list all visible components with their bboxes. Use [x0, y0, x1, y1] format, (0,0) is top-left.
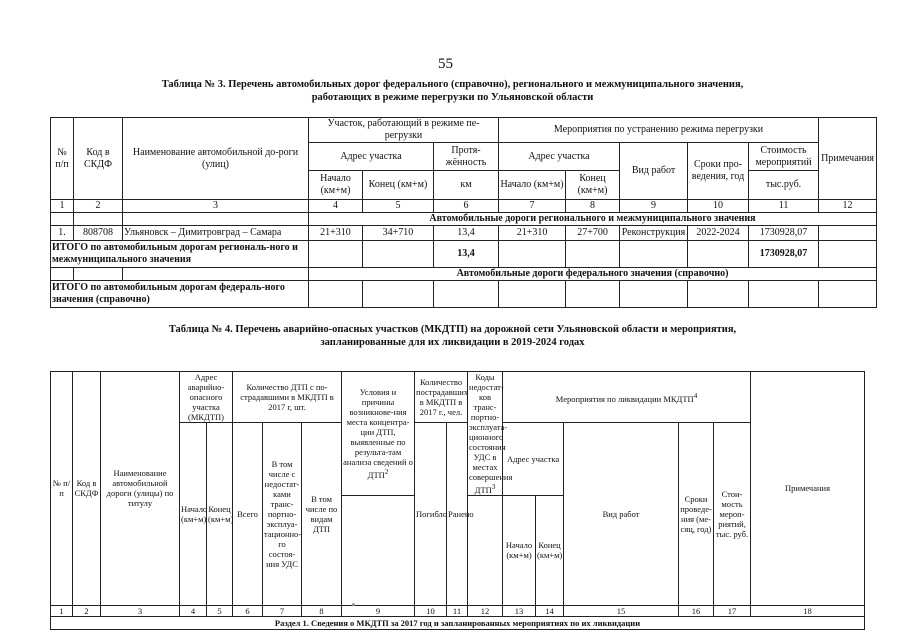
t3-colnum: 7 [499, 200, 566, 213]
t3-header-m-end: Конец (км+м) [566, 171, 620, 200]
table-row [51, 281, 877, 308]
table-row [51, 226, 877, 241]
t4-header-cost: Стои-мость мероп-риятий, тыс. руб. [714, 423, 751, 606]
t4-header-killed: Погибло [415, 423, 447, 606]
t4-colnum: 11 [447, 605, 468, 616]
t4-footnote-2: 2 [384, 468, 389, 476]
t4-header-name: Наименование автомобильной дороги (улицы) по титулу [101, 372, 180, 606]
t4-colnum: 15 [564, 605, 679, 616]
t3-row-notes [819, 226, 877, 241]
t3-row-code: 808708 [74, 226, 123, 241]
t4-header-m-start: Начало (км+м) [503, 495, 536, 605]
table3-overloaded-roads [50, 117, 877, 308]
t3-row-m-end: 27+700 [566, 226, 620, 241]
t4-header-defect-codes: Коды недостат-ков транс-портно-эксплуата-ционного состояния УДС в местах совершения ДТП$^3$ [469, 372, 513, 495]
t3-header-code: Код в СКДФ [74, 118, 123, 200]
t4-colnum: 5 [207, 605, 233, 616]
t4-footnote-4: 4 [693, 391, 698, 400]
t3-column-numbers [51, 200, 877, 213]
t4-header-code: Код в СКДФ [73, 372, 101, 606]
t3-colnum: 6 [434, 200, 499, 213]
t3-total-regional-cost: 1730928,07 [749, 241, 819, 268]
t3-header-start: Начало (км+м) [309, 171, 363, 200]
t4-colnum: 4 [180, 605, 207, 616]
t3-row-m-start: 21+310 [499, 226, 566, 241]
table4-caption [0, 323, 905, 349]
t4-header-end: Конец (км+м) [207, 423, 233, 606]
t4-colnum: 7 [263, 605, 302, 616]
t3-header-notes: Примечания [819, 118, 877, 200]
t3-section-regional: Автомобильные дороги регионального и межмуниципального значения [309, 213, 877, 226]
t3-total-regional-label: ИТОГО по автомобильным дорогам региональ-ного и межмуниципального значения [51, 241, 309, 268]
t3-row-cost: 1730928,07 [749, 226, 819, 241]
t3-header-num: № п/п [51, 118, 74, 200]
t3-colnum: 10 [688, 200, 749, 213]
t3-header-end: Конец (км+м) [363, 171, 434, 200]
t3-row-work: Реконструкция [620, 226, 688, 241]
t3-colnum: 2 [74, 200, 123, 213]
t4-colnum: 13 [503, 605, 536, 616]
t3-total-regional-length: 13,4 [434, 241, 499, 268]
t3-total-federal-label: ИТОГО по автомобильным дорогам федераль-ного значения (справочно) [51, 281, 309, 308]
t3-header-period: Сроки про-ведения, год [688, 143, 749, 200]
t3-header-name: Наименование автомобильной до-роги (улиц) [123, 118, 309, 200]
t4-colnum: 3 [101, 605, 180, 616]
t3-header-section-group: Участок, работающий в режиме пе-регрузки [309, 118, 499, 143]
t3-header-address: Адрес участка [309, 143, 434, 171]
t4-header-period: Сроки проведе-ния (ме-сяц, год) [679, 423, 714, 606]
t4-colnum: 18 [751, 605, 865, 616]
table-row [51, 241, 877, 268]
t3-header-length: Протя-жённость [434, 143, 499, 171]
t3-row-start: 21+310 [309, 226, 363, 241]
t4-header-m-address: Адрес участка [503, 423, 564, 496]
t3-colnum: 3 [123, 200, 309, 213]
t3-header-work-type: Вид работ [620, 143, 688, 200]
t4-header-address-group: Адрес аварийно-опасного участка (МКДТП) [180, 372, 233, 423]
scan-speck [352, 603, 355, 606]
t4-footnote-3: 3 [491, 483, 496, 491]
table4-caption-line2: запланированные для их ликвидации в 2019-2024 годах [320, 337, 585, 348]
table4-accident-sites [50, 371, 865, 630]
t4-header-incl-defects: В том числе с недостат-ками транс-портно-эксплуа-тационно-го состоя-ния УДС [263, 423, 302, 606]
t3-section-federal: Автомобильные дороги федерального значения (справочно) [309, 268, 877, 281]
t3-row-name: Ульяновск – Димитровград – Самара [123, 226, 309, 241]
t4-header-injured: Ранено [447, 423, 468, 606]
t3-colnum: 8 [566, 200, 620, 213]
table4-caption-line1: Таблица № 4. Перечень аварийно-опасных участков (МКДТП) на дорожной сети Ульяновской области и мероприятия, [168, 324, 737, 335]
t4-header-start: Начало (км+м) [180, 423, 207, 606]
t4-colnum: 8 [302, 605, 342, 616]
t4-colnum: 9 [342, 605, 415, 616]
t4-colnum: 12 [468, 605, 503, 616]
t3-header-measures-group: Мероприятия по устранению режима перегрузки [499, 118, 819, 143]
t3-colnum: 4 [309, 200, 363, 213]
t4-header-notes: Примечания [751, 372, 865, 606]
t3-colnum: 1 [51, 200, 74, 213]
t4-header-conditions: Условия и причины возникнове-ния места концентра-ции ДТП, выявленные по результа-там анализа сведений о ДТП$^2$ [342, 372, 415, 496]
t4-colnum: 17 [714, 605, 751, 616]
t3-colnum: 9 [620, 200, 688, 213]
t4-colnum: 14 [536, 605, 564, 616]
table3-caption [0, 78, 905, 104]
t4-column-numbers [51, 605, 865, 616]
t3-header-m-start: Начало (км+м) [499, 171, 566, 200]
t4-header-dtp-group: Количество ДТП с по-страдавшими в МКДТП в 2017 г, шт. [233, 372, 342, 423]
t3-row-length: 13,4 [434, 226, 499, 241]
page-number: 55 [438, 56, 453, 72]
t4-section1: Раздел 1. Сведения о МКДТП за 2017 год и запланированных мероприятиях по их ликвидации [51, 616, 865, 629]
t3-header-cost: Стоимость мероприятий [749, 143, 819, 171]
t4-header-m-end: Конец (км+м) [536, 495, 564, 605]
t4-colnum: 6 [233, 605, 263, 616]
t3-row-num: 1. [51, 226, 74, 241]
t3-row-period: 2022-2024 [688, 226, 749, 241]
t4-header-measures-group: Мероприятия по ликвидации МКДТП$^4$ [503, 372, 751, 423]
t3-header-m-address: Адрес участка [499, 143, 620, 171]
t4-header-work-type: Вид работ [564, 423, 679, 606]
t3-colnum: 5 [363, 200, 434, 213]
t4-colnum: 2 [73, 605, 101, 616]
t3-colnum: 11 [749, 200, 819, 213]
t3-header-length-unit: км [434, 171, 499, 200]
t3-row-end: 34+710 [363, 226, 434, 241]
t3-colnum: 12 [819, 200, 877, 213]
t3-header-cost-unit: тыс.руб. [749, 171, 819, 200]
t4-colnum: 1 [51, 605, 73, 616]
table3-caption-line2: работающих в режиме перегрузки по Ульяновской области [311, 92, 594, 103]
t4-colnum: 10 [415, 605, 447, 616]
t4-header-incl-mkdtp: В том числе по видам ДТП [302, 423, 342, 606]
t4-header-total: Всего [233, 423, 263, 606]
t4-header-victims-group: Количество пострадавших в МКДТП в 2017 г., чел. [415, 372, 468, 423]
table3-caption-line1: Таблица № 3. Перечень автомобильных дорог федерального (справочно), регионального и межмуниципального значения, [161, 79, 744, 90]
t4-header-num: № п/п [51, 372, 73, 606]
t4-colnum: 16 [679, 605, 714, 616]
